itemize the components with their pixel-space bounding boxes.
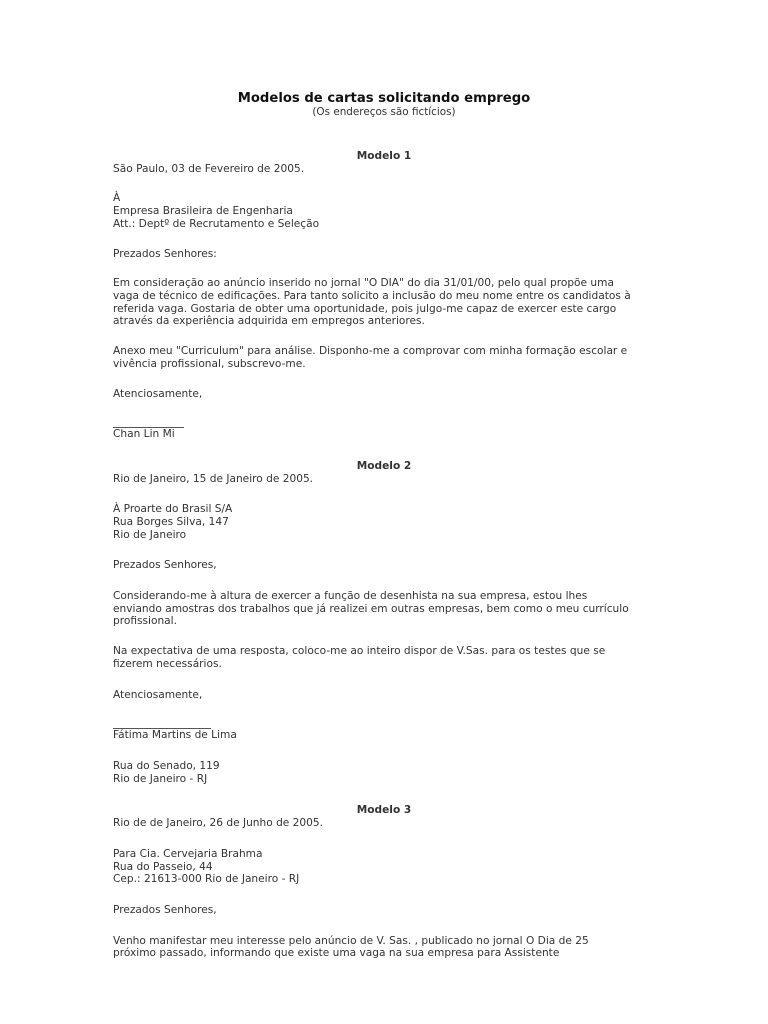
document-page (113, 90, 655, 960)
document-title: Modelos de cartas solicitando emprego (237, 91, 531, 106)
recipient-line: Rua do Passeio, 44 (113, 860, 213, 873)
recipient-line: Att.: Deptº de Recrutamento e Seleção (113, 217, 320, 230)
model-1-signature-name: Chan Lin Mi (113, 428, 175, 441)
model-1-closing: Atenciosamente, (113, 388, 203, 401)
body-line: vaga de técnico de edificações. Para tanto solicito a inclusão do meu nome entre os candidatos à (113, 289, 631, 302)
recipient-line: Cep.: 21613-000 Rio de Janeiro - RJ (113, 873, 300, 886)
recipient-line: Para Cia. Cervejaria Brahma (113, 847, 263, 860)
model-3-recipient (113, 848, 655, 886)
model-1-date: São Paulo, 03 de Fevereiro de 2005. (113, 162, 305, 175)
model-1-signature-block (113, 417, 655, 441)
model-2-closing: Atenciosamente, (113, 688, 203, 701)
body-line: próximo passado, informando que existe uma vaga na sua empresa para Assistente (113, 947, 560, 960)
letter-model-3 (113, 804, 655, 960)
body-line: Anexo meu "Curriculum" para análise. Disponho-me a comprovar com minha formação escolar e (113, 345, 628, 358)
model-1-recipient (113, 192, 655, 230)
recipient-line: Empresa Brasileira de Engenharia (113, 205, 293, 218)
signature-line (113, 718, 211, 729)
body-line: enviando amostras dos trabalhos que já realizei em outras empresas, bem como o meu currículo (113, 602, 629, 615)
body-line: profissional. (113, 615, 177, 628)
model-3-greeting: Prezados Senhores, (113, 903, 217, 916)
address-line: Rio de Janeiro - RJ (113, 772, 208, 785)
model-3-body-paragraph-1 (113, 935, 655, 960)
document-subtitle: (Os endereços são fictícios) (312, 106, 456, 118)
recipient-line: Rua Borges Silva, 147 (113, 515, 229, 528)
body-line: fizerem necessários. (113, 657, 222, 670)
model-3-date: Rio de de Janeiro, 26 de Junho de 2005. (113, 817, 324, 830)
body-line: Considerando-me à altura de exercer a função de desenhista na sua empresa, estou lhes (113, 590, 588, 603)
recipient-line: Rio de Janeiro (113, 528, 187, 541)
letter-model-2 (113, 460, 655, 786)
model-2-body-paragraph-2 (113, 645, 655, 670)
recipient-line: À (113, 192, 121, 205)
model-1-heading: Modelo 1 (356, 150, 412, 162)
body-line: Em consideração ao anúncio inserido no jornal "O DIA" do dia 31/01/00, pelo qual propõe uma (113, 277, 614, 290)
model-1-body-paragraph-1 (113, 277, 655, 328)
model-2-greeting: Prezados Senhores, (113, 559, 217, 572)
model-1-greeting: Prezados Senhores: (113, 247, 217, 260)
body-line: Na expectativa de uma resposta, coloco-me ao inteiro dispor de V.Sas. para os testes que se (113, 645, 606, 658)
recipient-line: À Proarte do Brasil S/A (113, 503, 233, 516)
body-line: através da experiência adquirida em empregos anteriores. (113, 315, 425, 328)
model-2-signature-name: Fátima Martins de Lima (113, 729, 237, 742)
model-3-heading: Modelo 3 (356, 804, 412, 817)
model-2-body-paragraph-1 (113, 590, 655, 628)
body-line: vivência profissional, subscrevo-me. (113, 357, 306, 370)
signature-line (113, 417, 184, 428)
model-2-recipient (113, 503, 655, 541)
model-2-sender-address (113, 760, 655, 785)
model-1-body-paragraph-2 (113, 345, 655, 370)
address-line: Rua do Senado, 119 (113, 759, 220, 772)
model-2-date: Rio de Janeiro, 15 de Janeiro de 2005. (113, 472, 314, 485)
body-line: referida vaga. Gostaria de obter uma oportunidade, pois julgo-me capaz de exercer este cargo (113, 302, 617, 315)
body-line: Venho manifestar meu interesse pelo anúncio de V. Sas. , publicado no jornal O Dia de 25 (113, 934, 589, 947)
letter-model-1 (113, 150, 655, 441)
model-2-signature-block (113, 718, 655, 742)
model-2-heading: Modelo 2 (356, 459, 412, 472)
